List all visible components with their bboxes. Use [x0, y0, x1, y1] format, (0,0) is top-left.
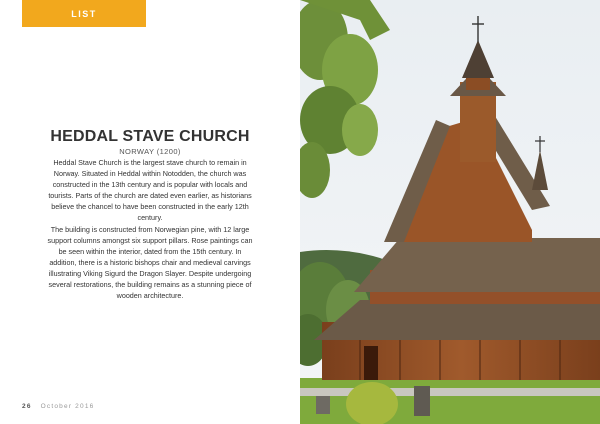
section-tab[interactable]: LIST	[22, 0, 146, 27]
lawn	[300, 378, 600, 424]
lower-roof	[314, 300, 600, 340]
page-footer	[22, 403, 94, 410]
church-photo	[300, 0, 600, 424]
article-subtitle: NORWAY (1200)	[119, 147, 181, 156]
paragraph-1: Heddal Stave Church is the largest stave church to remain in Norway. Situated in Heddal within Notodden, the church was constructed in the 13th century and is popular with locals and tourists. Parts of the church are dated even earlier, as historians believe the chancel to have been constructed in the early 12th century.	[48, 158, 252, 223]
issue-date: October 2016	[40, 403, 95, 410]
gravestone	[316, 396, 330, 414]
article-title: HEDDAL STAVE CHURCH	[50, 128, 250, 145]
paragraph-2: The building is constructed from Norwegian pine, with 12 large support columns amongst six support pillars. Rose paintings can be seen within the interior, dated from the 15th century. In addition, there is a historic bishops chair and medieval carvings illustrating Viking Sigurd the Dragon Slayer. Despite undergoing several restorations, the building remains as a stunning piece of wooden architecture.	[47, 224, 253, 301]
path	[300, 388, 600, 396]
article-body	[44, 157, 256, 301]
bush	[346, 382, 398, 424]
church-door	[364, 346, 378, 380]
page-number: 26	[22, 403, 32, 410]
